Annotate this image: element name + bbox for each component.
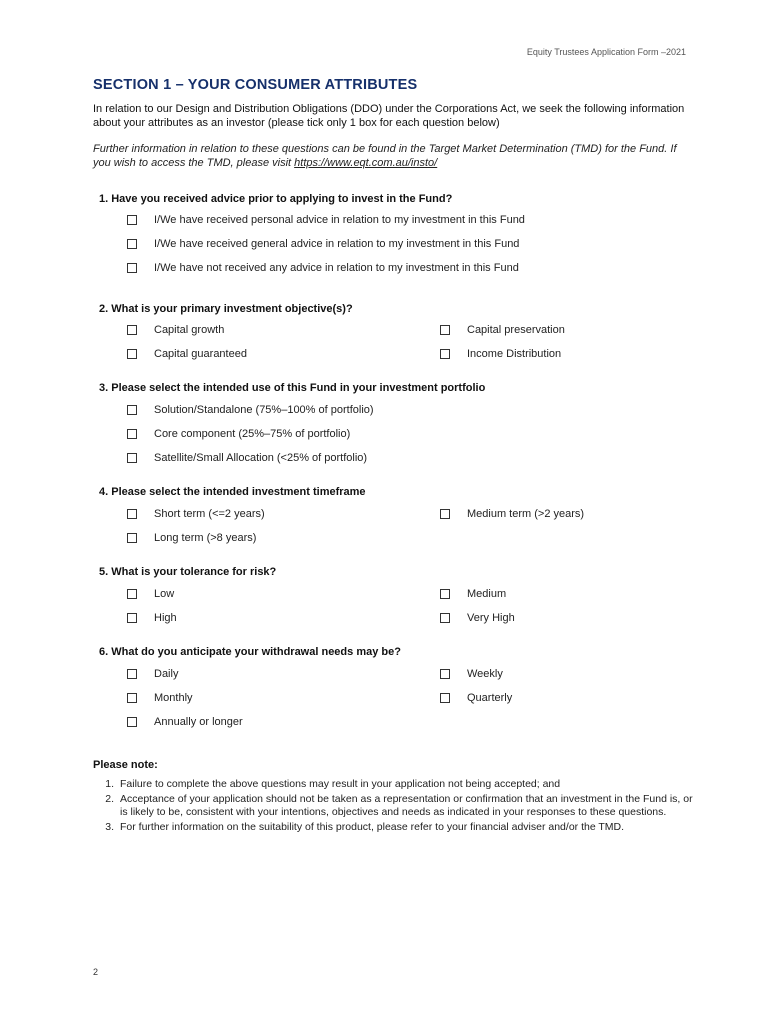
option-label: Daily [154, 668, 179, 680]
checkbox[interactable] [127, 405, 137, 415]
note-number: 1. [105, 778, 114, 790]
checkbox[interactable] [127, 263, 137, 273]
option-label: I/We have received general advice in relation to my investment in this Fund [154, 238, 520, 250]
q6-option-weekly[interactable] [440, 667, 503, 681]
option-label: Long term (>8 years) [154, 532, 257, 544]
question-4-label: 4. Please select the intended investment timeframe [99, 486, 366, 498]
checkbox[interactable] [440, 589, 450, 599]
q5-option-medium[interactable] [440, 587, 506, 601]
q6-option-quarterly[interactable] [440, 691, 512, 705]
tmd-link[interactable]: https://www.eqt.com.au/insto/ [294, 157, 438, 169]
q2-option-capital-preservation[interactable] [440, 323, 565, 337]
option-label: Monthly [154, 692, 193, 704]
question-2-label: 2. What is your primary investment objective(s)? [99, 303, 353, 315]
q3-option-solution[interactable] [127, 403, 374, 417]
question-3-label: 3. Please select the intended use of this Fund in your investment portfolio [99, 382, 486, 394]
checkbox[interactable] [440, 509, 450, 519]
q2-option-capital-guaranteed[interactable] [127, 347, 247, 361]
checkbox[interactable] [127, 693, 137, 703]
option-label: Capital guaranteed [154, 348, 247, 360]
note-item [93, 821, 693, 834]
note-item [93, 778, 693, 791]
page-number: 2 [93, 967, 99, 977]
option-label: Weekly [467, 668, 503, 680]
option-label: Satellite/Small Allocation (<25% of portfolio) [154, 452, 368, 464]
option-label: Quarterly [467, 692, 513, 704]
form-header-title: Equity Trustees Application Form –2021 [526, 47, 686, 57]
option-label: I/We have not received any advice in relation to my investment in this Fund [154, 262, 519, 274]
option-label: Medium term (>2 years) [467, 508, 585, 520]
option-label: I/We have received personal advice in relation to my investment in this Fund [154, 214, 525, 226]
option-label: Income Distribution [467, 348, 562, 360]
checkbox[interactable] [127, 589, 137, 599]
note-number: 3. [105, 821, 114, 833]
question-1-label: 1. Have you received advice prior to applying to invest in the Fund? [99, 193, 453, 205]
checkbox[interactable] [127, 239, 137, 249]
option-label: Core component (25%–75% of portfolio) [154, 428, 351, 440]
checkbox[interactable] [127, 509, 137, 519]
option-label: Capital preservation [467, 324, 565, 336]
q6-option-annually[interactable] [127, 715, 243, 729]
notes-list [93, 778, 693, 836]
note-text: Acceptance of your application should not be taken as a representation or confirmation that an investment in the Fund is, or is likely to be, consistent with your intentions, objectives and needs as indicated in your responses to these questions. [120, 793, 693, 818]
q5-option-high[interactable] [127, 611, 177, 625]
checkbox[interactable] [127, 533, 137, 543]
q1-option-personal-advice[interactable] [127, 213, 525, 227]
section-intro: In relation to our Design and Distribution Obligations (DDO) under the Corporations Act, we seek the following information about your attributes as an investor (please tick only 1 box for each question below) [93, 103, 685, 129]
q6-option-daily[interactable] [127, 667, 178, 681]
option-label: Capital growth [154, 324, 225, 336]
further-info [93, 142, 693, 170]
checkbox[interactable] [127, 215, 137, 225]
checkbox[interactable] [440, 693, 450, 703]
option-label: Short term (<=2 years) [154, 508, 265, 520]
note-text: Failure to complete the above questions may result in your application not being accepted; and [120, 778, 561, 790]
checkbox[interactable] [127, 613, 137, 623]
q4-option-long-term[interactable] [127, 531, 256, 545]
checkbox[interactable] [127, 717, 137, 727]
checkbox[interactable] [127, 349, 137, 359]
question-6-label: 6. What do you anticipate your withdrawal needs may be? [99, 646, 401, 658]
question-5-label: 5. What is your tolerance for risk? [99, 566, 277, 578]
note-number: 2. [105, 793, 114, 805]
q2-option-income-distribution[interactable] [440, 347, 561, 361]
checkbox[interactable] [440, 613, 450, 623]
section-title: SECTION 1 – YOUR CONSUMER ATTRIBUTES [93, 77, 418, 93]
option-label: High [154, 612, 177, 624]
q5-option-low[interactable] [127, 587, 174, 601]
option-label: Solution/Standalone (75%–100% of portfolio) [154, 404, 374, 416]
notes-title: Please note: [93, 759, 158, 771]
note-text: For further information on the suitability of this product, please refer to your financial adviser and/or the TMD. [120, 821, 625, 833]
q3-option-core[interactable] [127, 427, 350, 441]
further-info-text: Further information in relation to these questions can be found in the Target Market Determination (TMD) for the Fund. If you wish to access the TMD, please visit [93, 143, 677, 169]
option-label: Annually or longer [154, 716, 243, 728]
checkbox[interactable] [440, 325, 450, 335]
checkbox[interactable] [127, 325, 137, 335]
checkbox[interactable] [127, 429, 137, 439]
q3-option-satellite[interactable] [127, 451, 367, 465]
q4-option-short-term[interactable] [127, 507, 265, 521]
q1-option-no-advice[interactable] [127, 261, 519, 275]
note-item [93, 793, 693, 819]
checkbox[interactable] [440, 349, 450, 359]
checkbox[interactable] [440, 669, 450, 679]
q1-option-general-advice[interactable] [127, 237, 519, 251]
q5-option-very-high[interactable] [440, 611, 515, 625]
option-label: Low [154, 588, 175, 600]
checkbox[interactable] [127, 453, 137, 463]
q2-option-capital-growth[interactable] [127, 323, 224, 337]
checkbox[interactable] [127, 669, 137, 679]
q4-option-medium-term[interactable] [440, 507, 584, 521]
option-label: Very High [467, 612, 515, 624]
option-label: Medium [467, 588, 507, 600]
q6-option-monthly[interactable] [127, 691, 193, 705]
